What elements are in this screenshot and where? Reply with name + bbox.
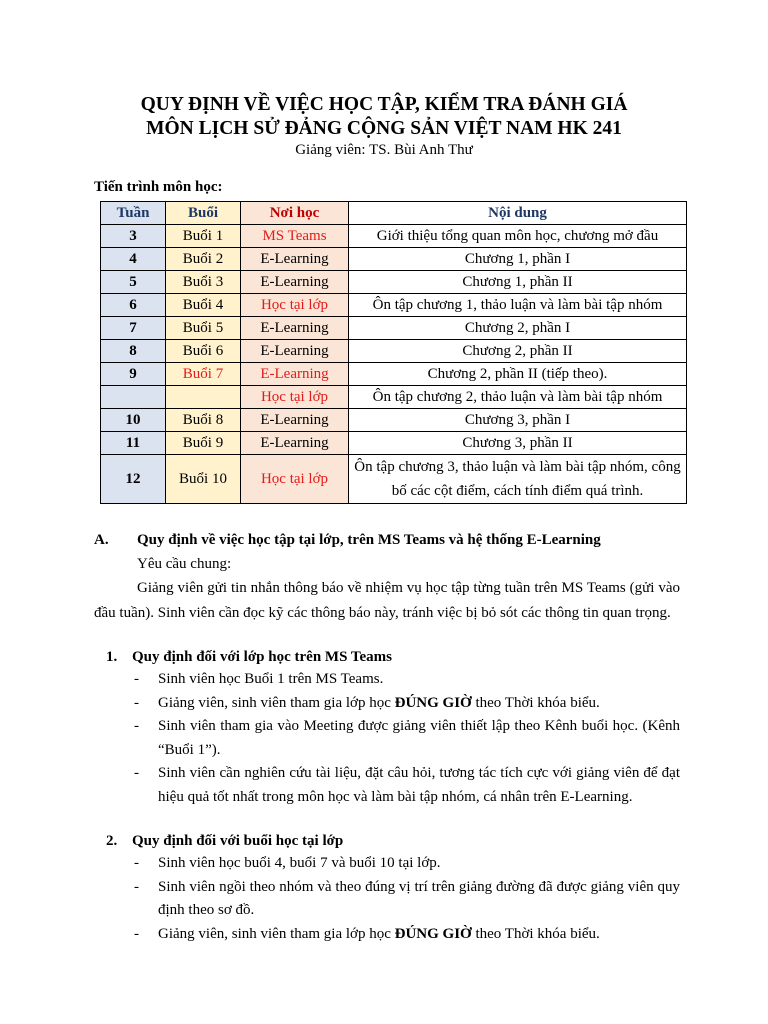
section-a-letter: A. [94,532,109,548]
subsection-2-number: 2. [106,833,118,849]
subsection-1-list [94,668,680,809]
table-row [101,340,687,363]
content-cell: Chương 1, phần I [349,248,687,271]
place-cell: Học tại lớp [241,294,349,317]
content-cell: Ôn tập chương 1, thảo luận và làm bài tập nhóm [349,294,687,317]
table-row [101,225,687,248]
table-row [101,363,687,386]
place-cell: E-Learning [241,248,349,271]
dash-bullet: - [134,878,139,895]
document-title-line2: MÔN LỊCH SỬ ĐẢNG CỘNG SẢN VIỆT NAM HK 241 [146,118,622,139]
list-item-text: Giảng viên, sinh viên tham gia lớp học [158,925,395,942]
session-cell: Buổi 4 [166,294,241,317]
week-cell: 12 [101,455,166,504]
dash-bullet: - [134,671,139,687]
week-cell: 9 [101,363,166,386]
week-cell: 4 [101,248,166,271]
list-item [94,668,680,692]
list-item [94,692,680,716]
content-cell: Chương 3, phần II [349,432,687,455]
content-cell: Chương 2, phần I [349,317,687,340]
session-cell: Buổi 7 [166,363,241,386]
subsection-2-heading [94,829,692,853]
list-item [94,876,680,923]
week-cell: 11 [101,432,166,455]
table-header-row [101,202,687,225]
subsection-1-number: 1. [106,649,118,665]
session-cell: Buổi 1 [166,225,241,248]
table-row [101,294,687,317]
list-item-text: Giảng viên, sinh viên tham gia lớp học [158,694,395,711]
dash-bullet: - [134,855,139,871]
session-cell: Buổi 8 [166,409,241,432]
place-cell: E-Learning [241,432,349,455]
list-item-text-end: theo Thời khóa biểu. [471,694,600,711]
table-row [101,409,687,432]
subsection-1-title: Quy định đối với lớp học trên MS Teams [132,649,393,665]
table-row [101,317,687,340]
content-cell: Chương 2, phần II (tiếp theo). [349,363,687,386]
place-cell: E-Learning [241,340,349,363]
session-cell: Buổi 6 [166,340,241,363]
list-item-text: Sinh viên học Buổi 1 trên MS Teams. [158,671,384,687]
place-cell: E-Learning [241,317,349,340]
table-row [101,271,687,294]
week-cell [101,386,166,409]
list-item [94,762,680,809]
table-row [101,248,687,271]
general-requirements-text: Giảng viên gửi tin nhắn thông báo về nhiệm vụ học tập từng tuần trên MS Teams (gửi vào đầu tuần). Sinh viên cần đọc kỹ các thông báo này, tránh việc bị bỏ sót các thông tin quan trọng. [94,580,680,621]
general-requirements-label: Yêu cầu chung: [137,556,232,572]
list-item-emphasis: ĐÚNG GIỜ [394,925,472,942]
week-cell: 7 [101,317,166,340]
list-item-text: Sinh viên ngồi theo nhóm và theo đúng vị trí trên giảng đường đã được giảng viên quy định theo sơ đồ. [158,878,680,918]
place-cell: E-Learning [241,409,349,432]
place-cell: Học tại lớp [241,386,349,409]
list-item [94,923,680,947]
list-item-text-end: theo Thời khóa biểu. [471,925,600,942]
subsection-2-list [94,852,680,946]
place-cell: E-Learning [241,271,349,294]
lecturer-line: Giảng viên: TS. Bùi Anh Thư [295,142,473,158]
content-cell: Chương 1, phần II [349,271,687,294]
dash-bullet: - [134,765,139,781]
session-cell [166,386,241,409]
content-cell: Giới thiệu tổng quan môn học, chương mở đầu [349,225,687,248]
table-row [101,432,687,455]
subsection-1-heading [94,645,692,669]
subsection-2-title: Quy định đối với buổi học tại lớp [132,833,344,849]
week-cell: 10 [101,409,166,432]
list-item-text: Sinh viên học buổi 4, buổi 7 và buổi 10 tại lớp. [158,855,441,871]
week-cell: 8 [101,340,166,363]
place-cell: E-Learning [241,363,349,386]
content-cell: Ôn tập chương 2, thảo luận và làm bài tập nhóm [349,386,687,409]
column-header-content: Nội dung [349,202,687,225]
list-item [94,715,680,762]
week-cell: 5 [101,271,166,294]
schedule-body [101,225,687,504]
dash-list-2 [94,852,680,946]
section-a-title: Quy định về việc học tập tại lớp, trên MS Teams và hệ thống E-Learning [137,532,601,548]
section-a-heading [94,528,680,552]
dash-list-1 [94,668,680,809]
session-cell: Buổi 3 [166,271,241,294]
table-row [101,386,687,409]
dash-bullet: - [134,718,139,734]
week-cell: 6 [101,294,166,317]
week-cell: 3 [101,225,166,248]
table-row [101,455,687,504]
place-cell: Học tại lớp [241,455,349,504]
list-item-emphasis: ĐÚNG GIỜ [394,694,472,711]
list-item-text: Sinh viên cần nghiên cứu tài liệu, đặt câu hỏi, tương tác tích cực với giảng viên để đạt hiệu quả tốt nhất trong môn học và làm bài tập nhóm, cá nhân trên E-Learning. [158,765,680,805]
column-header-session: Buổi [166,202,241,225]
session-cell: Buổi 2 [166,248,241,271]
list-item [94,852,680,876]
dash-bullet: - [134,925,139,942]
document-title-line1: QUY ĐỊNH VỀ VIỆC HỌC TẬP, KIỂM TRA ĐÁNH GIÁ [140,94,628,115]
list-item-text: Sinh viên tham gia vào Meeting được giảng viên thiết lập theo Kênh buổi học. (Kênh “Buổi 1”). [158,718,680,758]
content-cell: Chương 2, phần II [349,340,687,363]
progress-heading: Tiến trình môn học: [94,179,223,195]
place-cell: MS Teams [241,225,349,248]
session-cell: Buổi 9 [166,432,241,455]
column-header-place: Nơi học [241,202,349,225]
column-header-week: Tuần [101,202,166,225]
content-cell: Ôn tập chương 3, thảo luận và làm bài tập nhóm, công bố các cột điểm, cách tính điểm quá trình. [349,455,687,504]
session-cell: Buổi 5 [166,317,241,340]
schedule-table [100,201,687,504]
content-cell: Chương 3, phần I [349,409,687,432]
dash-bullet: - [134,694,139,711]
session-cell: Buổi 10 [166,455,241,504]
